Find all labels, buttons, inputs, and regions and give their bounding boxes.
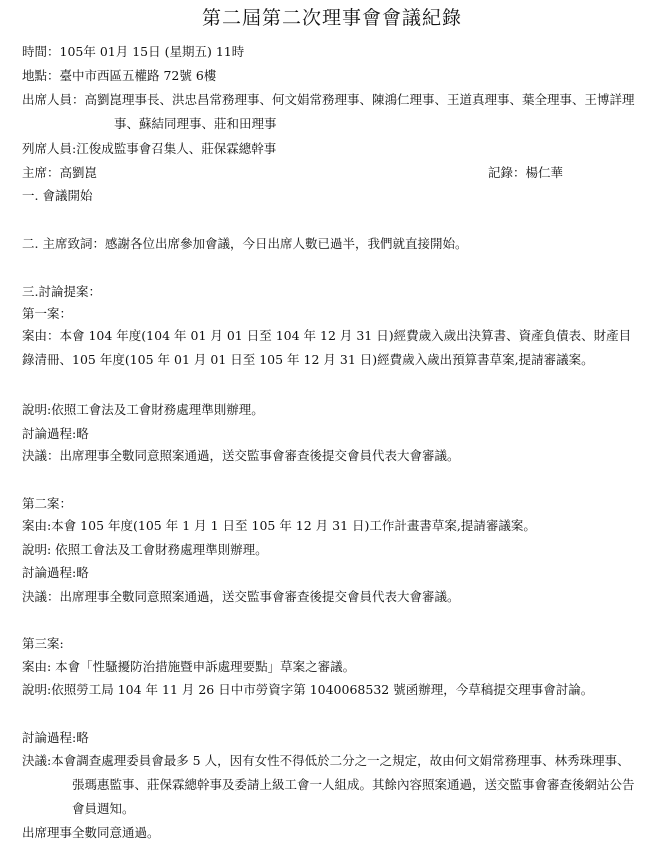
meeting-time: 時間：105年 01月 15日 (星期五) 11時 [22, 44, 245, 59]
section-meeting-start: 一. 會議開始 [22, 188, 93, 203]
recorder: 記錄：楊仁華 [488, 165, 564, 180]
attendees: 出席人員：高劉崑理事長、洪忠昌常務理事、何文娟常務理事、陳鴻仁理事、王道真理事、葉全理事、王博詳理事、蘇結同理事、莊和田理事 [22, 92, 635, 131]
case2-reason: 案由:本會 105 年度(105 年 1 月 1 日至 105 年 12 月 31 日)工作計畫書草案,提請審議案。 [22, 518, 536, 533]
case3-explanation: 說明:依照勞工局 104 年 11 月 26 日中市勞資字第 1040068532 號函辦理，今草稿提交理事會討論。 [22, 682, 594, 697]
case2-explanation: 說明: 依照工會法及工會財務處理準則辦理。 [22, 542, 268, 557]
chairperson: 主席：高劉崑 [22, 165, 98, 180]
case3-resolution: 決議:本會調查處理委員會最多 5 人，因有女性不得低於二分之一之規定，故由何文娟常務理事、林秀珠理事、張瑪惠監事、莊保霖總幹事及委請上級工會一人組成。其餘內容照案通過，送交監事會審查後網站公告會員週知。 [22, 753, 635, 816]
case3-reason: 案由: 本會「性騷擾防治措施暨申訴處理要點」草案之審議。 [22, 659, 356, 674]
case3-discussion: 討論過程:略 [22, 730, 89, 745]
observers: 列席人員:江俊成監事會召集人、莊保霖總幹事 [22, 141, 277, 156]
section-proposals: 三.討論提案： [22, 284, 101, 299]
case3-heading: 第三案: [22, 636, 64, 651]
case2-heading: 第二案： [22, 496, 73, 511]
document-title: 第二屆第二次理事會會議紀錄 [201, 7, 462, 29]
case1-reason: 案由：本會 104 年度(104 年 01 月 01 日至 104 年 12 月 31 日)經費歲入歲出決算書、資產負債表、財產目錄清冊、105 年度(105 年 01 月 01 日至 105 年 12 月 31 日)經費歲入歲出預算書草案,提請審議案。 [22, 328, 632, 367]
case3-final: 出席理事全數同意通過。 [22, 825, 160, 840]
case2-resolution: 決議：出席理事全數同意照案通過，送交監事會審查後提交會員代表大會審議。 [22, 589, 460, 604]
case1-resolution: 決議：出席理事全數同意照案通過，送交監事會審查後提交會員代表大會審議。 [22, 448, 460, 463]
meeting-location: 地點：臺中市西區五權路 72號 6樓 [22, 68, 217, 83]
case2-discussion: 討論過程:略 [22, 565, 89, 580]
section-chair-speech: 二. 主席致詞：感謝各位出席參加會議，今日出席人數已過半，我們就直接開始。 [22, 236, 468, 251]
case1-heading: 第一案： [22, 306, 73, 321]
case1-discussion: 討論過程:略 [22, 426, 89, 441]
case1-explanation: 說明:依照工會法及工會財務處理準則辦理。 [22, 402, 264, 417]
